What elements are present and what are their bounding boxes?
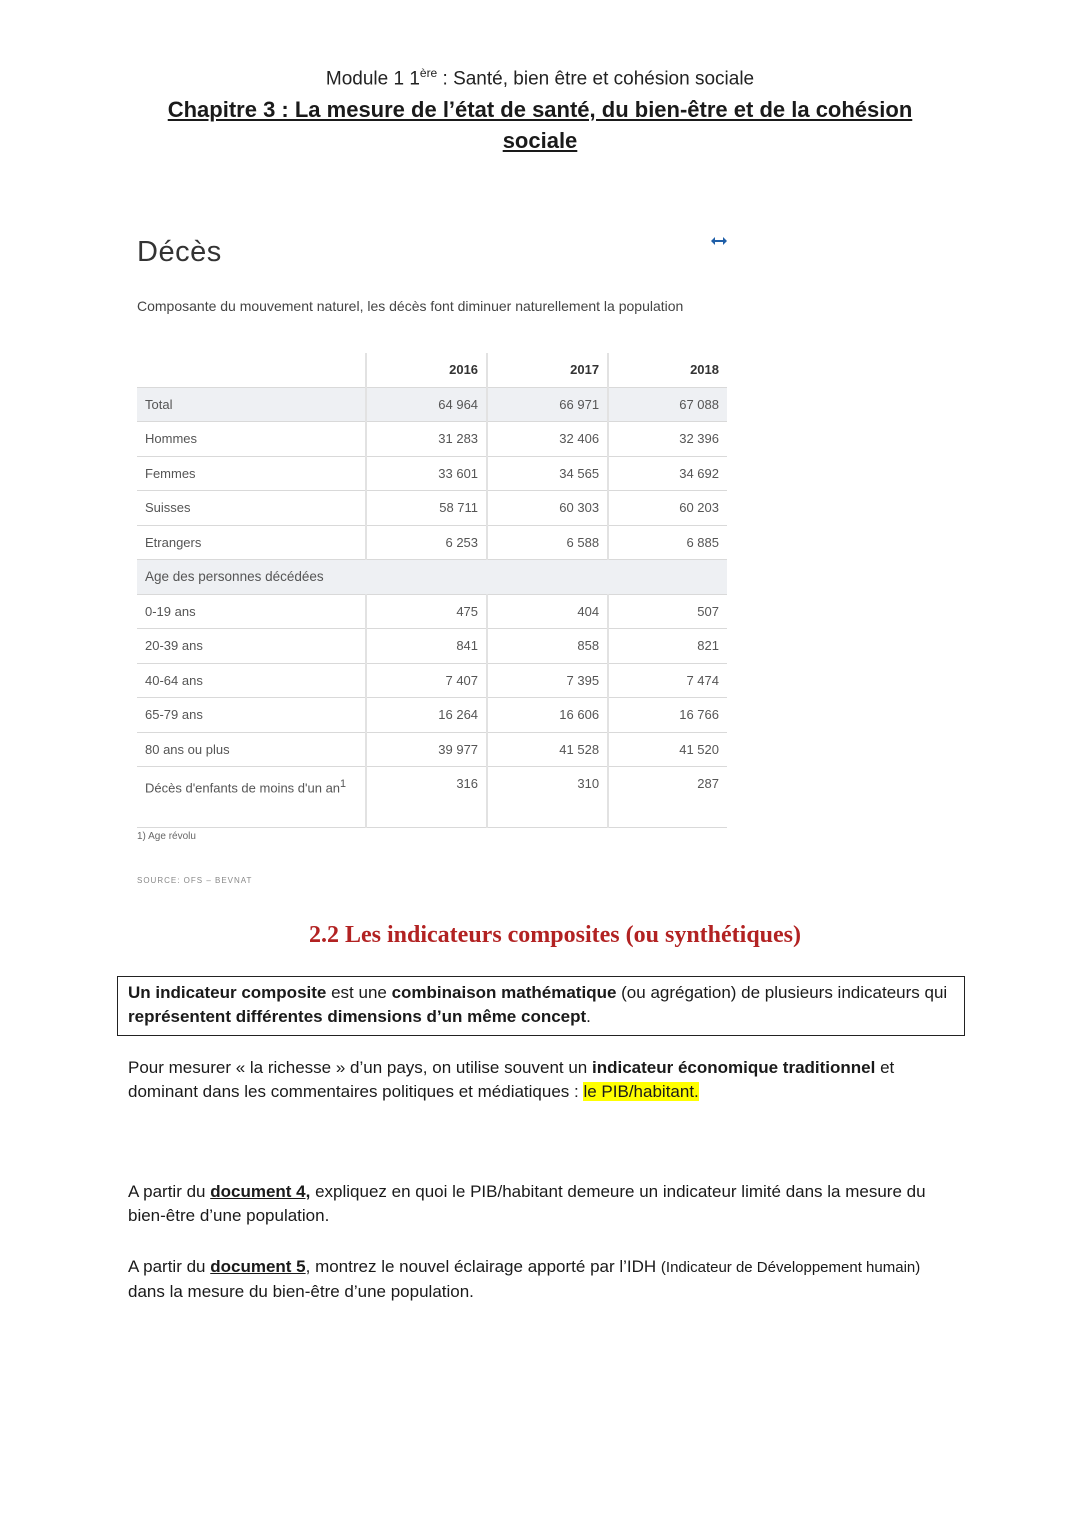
table-source: SOURCE: OFS – BEVNAT bbox=[137, 876, 253, 885]
year-header: 2016 bbox=[366, 353, 487, 387]
table-row: Etrangers 6 253 6 588 6 885 bbox=[137, 525, 727, 560]
question-document-4: A partir du document 4, expliquez en quoi le PIB/habitant demeure un indicateur limité dans la mesure du bien-être d’une population. bbox=[128, 1182, 926, 1225]
year-header: 2017 bbox=[487, 353, 608, 387]
deces-table bbox=[137, 353, 727, 828]
question-document-5: A partir du document 5, montrez le nouvel éclairage apporté par l’IDH (Indicateur de Développement humain) dans la mesure du bien-être d’une population. bbox=[128, 1257, 921, 1301]
deces-subtitle: Composante du mouvement naturel, les décès font diminuer naturellement la population bbox=[137, 298, 684, 314]
definition-box: Un indicateur composite est une combinaison mathématique (ou agrégation) de plusieurs indicateurs qui représentent différentes dimensions d’un même concept. bbox=[117, 976, 965, 1036]
table-row: Décès d'enfants de moins d'un $an^1$ 316 310 287 bbox=[137, 767, 727, 828]
table-row: Suisses 58 711 60 303 60 203 bbox=[137, 491, 727, 526]
deces-title: Décès bbox=[137, 236, 222, 268]
table-footnote: 1) Age révolu bbox=[137, 831, 196, 842]
table-row: Femmes 33 601 34 565 34 692 bbox=[137, 456, 727, 491]
table-row: 0-19 ans 475 404 507 bbox=[137, 594, 727, 629]
chapter-title: Chapitre 3 : La mesure de l’état de santé, du bien-être et de la cohésion sociale bbox=[167, 97, 913, 153]
section-heading: 2.2 Les indicateurs composites (ou synthétiques) bbox=[308, 922, 801, 948]
table-row: 80 ans ou plus 39 977 41 528 41 520 bbox=[137, 732, 727, 767]
highlight-pib: le PIB/habitant. bbox=[583, 1082, 699, 1101]
table-row: Hommes 31 283 32 406 32 396 bbox=[137, 422, 727, 457]
table-row: Total 64 964 66 971 67 088 bbox=[137, 387, 727, 422]
table-header-row bbox=[137, 353, 727, 387]
table-section-row: Age des personnes décédées bbox=[137, 560, 727, 595]
paragraph-pib: Pour mesurer « la richesse » d’un pays, on utilise souvent un indicateur économique traditionnel et dominant dans les commentaires politiques et médiatiques : le PIB/habitant. bbox=[128, 1058, 895, 1101]
table-row: 65-79 ans 16 264 16 606 16 766 bbox=[137, 698, 727, 733]
expand-arrows-icon[interactable] bbox=[710, 236, 728, 246]
table-row: 20-39 ans 841 858 821 bbox=[137, 629, 727, 664]
table-row: 40-64 ans 7 407 7 395 7 474 bbox=[137, 663, 727, 698]
year-header: 2018 bbox=[608, 353, 727, 387]
module-title: Module 1 1ère : Santé, bien être et cohésion sociale bbox=[325, 66, 755, 90]
